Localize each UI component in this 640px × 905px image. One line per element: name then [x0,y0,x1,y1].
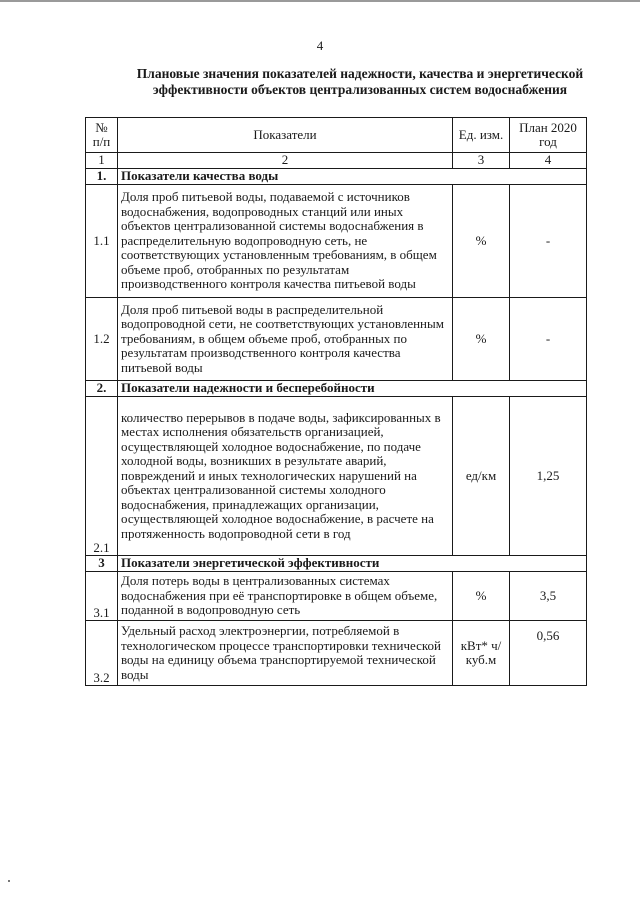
title-line-2: эффективности объектов централизованных систем водоснабжения [152,82,568,97]
row-text: Доля проб питьевой воды в распределительной водопроводной сети, не соответствующих установленным требованиям, в общем объеме проб, отобранных по результатам производственного контроля качества питьевой воды [118,298,453,381]
section-title: Показатели надежности и бесперебойности [118,381,587,397]
header-plan: План 2020 год [510,118,587,153]
table-header-row [86,118,587,153]
row-plan: 3,5 [510,572,587,621]
row-plan: - [510,298,587,381]
section-row [86,556,587,572]
row-num: 1.2 [86,298,118,381]
header-unit: Ед. изм. [453,118,510,153]
table-row [86,298,587,381]
row-text: Удельный расход электроэнергии, потребляемой в технологическом процессе транспортировки технической воды на единицу объема транспортируемой технической воды [118,621,453,686]
header-indicator: Показатели [118,118,453,153]
row-unit: % [453,298,510,381]
column-index-row [86,153,587,169]
section-title: Показатели качества воды [118,169,587,185]
section-num: 1. [86,169,118,185]
indicators-table [85,117,587,686]
index-cell: 3 [453,153,510,169]
row-unit: % [453,572,510,621]
scan-speck [8,880,10,882]
section-row [86,169,587,185]
section-num: 2. [86,381,118,397]
scan-edge [0,0,640,2]
row-unit: кВт* ч/ куб.м [453,621,510,686]
index-cell: 2 [118,153,453,169]
row-num: 3.1 [86,572,118,621]
row-num: 2.1 [86,397,118,556]
row-text: Доля потерь воды в централизованных системах водоснабжения при её транспортировке в общем объеме, поданной в водопроводную сеть [118,572,453,621]
title-line-1: Плановые значения показателей надежности, качества и энергетической [136,66,584,81]
table-row [86,572,587,621]
section-num: 3 [86,556,118,572]
row-plan: - [510,185,587,298]
row-text: Доля проб питьевой воды, подаваемой с источников водоснабжения, водопроводных станций или иных объектов централизованной системы водоснабжения в распределительную водопроводную сеть, не соответствующих установленным требованиям, в общем объеме проб, отобранных по результатам производственного контроля качества питьевой воды [118,185,453,298]
row-plan: 0,56 [510,621,587,686]
row-num: 1.1 [86,185,118,298]
section-row [86,381,587,397]
page-number: 4 [316,38,324,53]
header-num: № п/п [86,118,118,153]
section-title: Показатели энергетической эффективности [118,556,587,572]
index-cell: 1 [86,153,118,169]
table-row [86,185,587,298]
row-num: 3.2 [86,621,118,686]
row-plan: 1,25 [510,397,587,556]
table-row [86,621,587,686]
row-unit: ед/км [453,397,510,556]
row-unit: % [453,185,510,298]
row-text: количество перерывов в подаче воды, зафиксированных в местах исполнения обязательств организацией, осуществляющей холодное водоснабжение, по подаче холодной воды, возникших в результате аварий, повреждений и иных технологических нарушений на объектах централизованной системы холодного водоснабжения, принадлежащих организации, осуществляющей холодное водоснабжение, в расчете на протяженность водопроводной сети в год [118,397,453,556]
index-cell: 4 [510,153,587,169]
table-row [86,397,587,556]
document-title [110,66,610,98]
